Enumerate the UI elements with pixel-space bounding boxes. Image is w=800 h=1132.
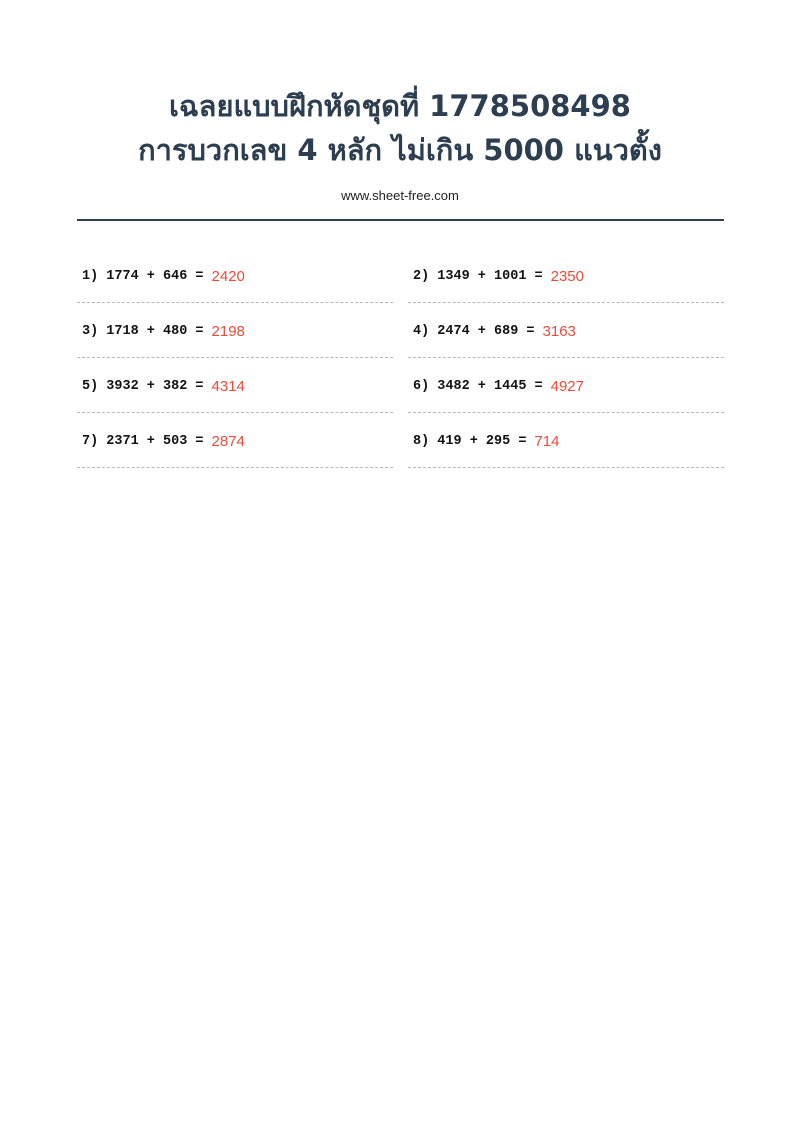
problem-answer: 2350 [550, 267, 584, 285]
problem-expression: 1) 1774 + 646 = [82, 268, 204, 284]
problem-item [77, 413, 393, 468]
problem-expression: 7) 2371 + 503 = [82, 433, 204, 449]
problem-answer: 2420 [211, 267, 245, 285]
problem-answer: 2198 [211, 322, 245, 340]
problem-expression: 3) 1718 + 480 = [82, 323, 204, 339]
problem-item [408, 303, 724, 358]
title-line-1: เฉลยแบบฝึกหัดชุดที่ 1778508498 [169, 89, 631, 123]
problem-item [408, 358, 724, 413]
problem-answer: 4314 [211, 377, 245, 395]
problem-item [408, 413, 724, 468]
title-line-2: การบวกเลข 4 หลัก ไม่เกิน 5000 แนวตั้ง [138, 133, 662, 167]
problem-item [77, 303, 393, 358]
problem-answer: 3163 [542, 322, 576, 340]
problem-expression: 4) 2474 + 689 = [413, 323, 535, 339]
problem-expression: 5) 3932 + 382 = [82, 378, 204, 394]
problem-answer: 714 [534, 432, 560, 450]
problem-item [408, 248, 724, 303]
problem-item [77, 358, 393, 413]
problem-answer: 2874 [211, 432, 245, 450]
problem-grid [77, 248, 724, 468]
problem-expression: 2) 1349 + 1001 = [413, 268, 543, 284]
problem-expression: 8) 419 + 295 = [413, 433, 527, 449]
problem-expression: 6) 3482 + 1445 = [413, 378, 543, 394]
problem-answer: 4927 [550, 377, 584, 395]
problem-item [77, 248, 393, 303]
header-divider [77, 219, 724, 221]
website-text: www.sheet-free.com [341, 188, 459, 203]
page-title [0, 84, 800, 172]
